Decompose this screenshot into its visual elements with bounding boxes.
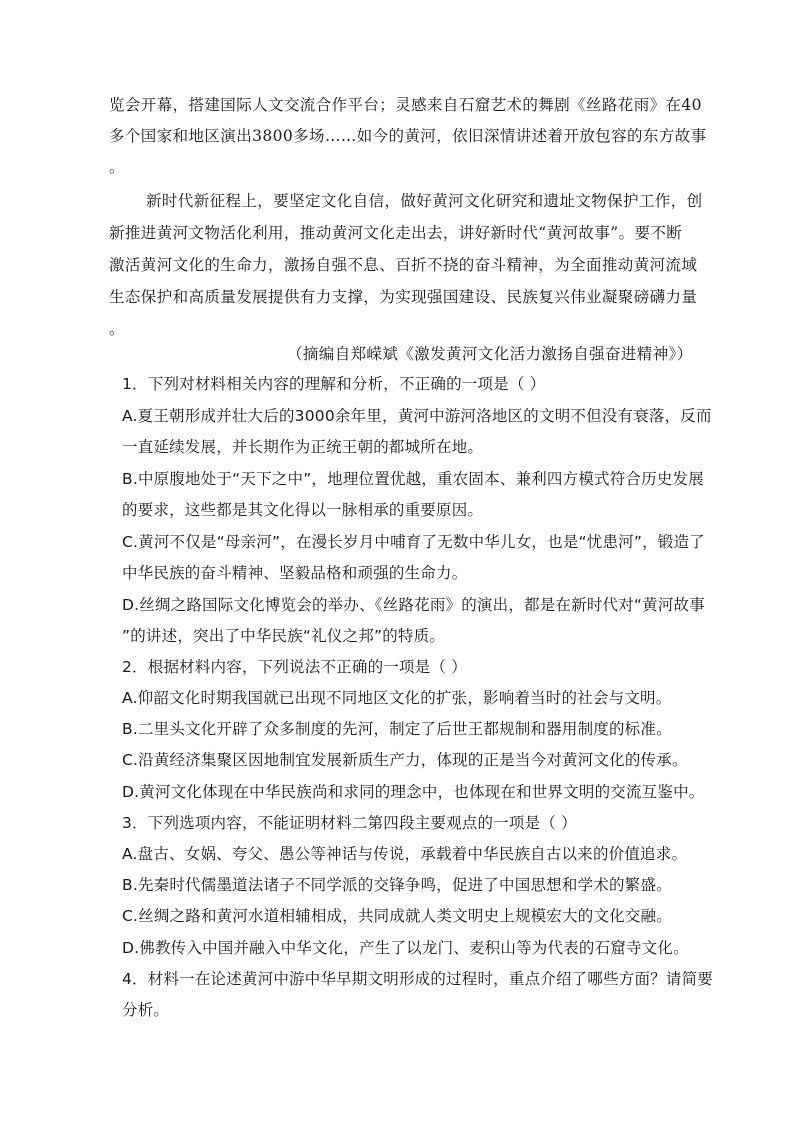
question-2-option-d: D.黄河文化体现在中华民族尚和求同的理念中，也体现在和世界文明的交流互鉴中。 xyxy=(122,783,705,801)
question-3-option-a: A.盘古、女娲、夸父、愚公等神话与传说，承载着中华民族自古以来的价值追求。 xyxy=(122,845,688,863)
passage-line: 多个国家和地区演出3800多场……如今的黄河，依旧深情讲述着开放包容的东方故事 xyxy=(109,127,707,145)
passage-line: 览会开幕，搭建国际人文交流合作平台；灵感来自石窟艺术的舞剧《丝路花雨》在40 xyxy=(109,96,702,114)
question-2-option-c: C.沿黄经济集聚区因地制宜发展新质生产力，体现的正是当今对黄河文化的传承。 xyxy=(122,751,688,769)
question-2-option-a: A.仰韶文化时期我国就已出现不同地区文化的扩张，影响着当时的社会与文明。 xyxy=(122,689,672,707)
question-1-option-d-cont: ”的讲述，突出了中华民族“礼仪之邦”的特质。 xyxy=(122,627,445,645)
question-4-stem-cont: 分析。 xyxy=(122,1001,170,1019)
passage-line: 激活黄河文化的生命力，激扬自强不息、百折不挠的奋斗精神，为全面推动黄河流域 xyxy=(109,256,698,274)
question-4-stem: 4．材料一在论述黄河中游中华早期文明形成的过程时，重点介绍了哪些方面？请简要 xyxy=(122,970,713,988)
question-1-option-b-cont: 的要求，这些都是其文化得以一脉相承的重要原因。 xyxy=(122,501,484,519)
passage-source: （摘编自郑嵘斌《激发黄河文化活力激扬自强奋进精神》） xyxy=(287,345,693,363)
question-2-stem: 2．根据材料内容，下列说法不正确的一项是（ ） xyxy=(122,658,467,676)
question-1-option-c-cont: 中华民族的奋斗精神、坚毅品格和顽强的生命力。 xyxy=(122,564,468,582)
question-3-option-d: D.佛教传入中国并融入中华文化，产生了以龙门、麦积山等为代表的石窟寺文化。 xyxy=(122,939,689,957)
question-1-option-b: B.中原腹地处于“天下之中”，地理位置优越，重农固本、兼利四方模式符合历史发展 xyxy=(122,470,704,488)
passage-line: 新时代新征程上，要坚定文化自信，做好黄河文化研究和遗址文物保护工作，创 xyxy=(146,192,703,210)
question-3-option-b: B.先秦时代儒墨道法诸子不同学派的交锋争鸣，促进了中国思想和学术的繁盛。 xyxy=(122,876,672,894)
question-1-option-a: A.夏王朝形成并壮大后的3000余年里，黄河中游河洛地区的文明不但没有衰落，反而 xyxy=(122,407,712,425)
question-3-option-c: C.丝绸之路和黄河水道相辅相成，共同成就人类文明史上规模宏大的文化交融。 xyxy=(122,907,672,925)
passage-line: 。 xyxy=(109,320,125,338)
passage-line: 。 xyxy=(109,158,125,176)
question-1-option-d: D.丝绸之路国际文化博览会的举办、《丝路花雨》的演出，都是在新时代对“黄河故事 xyxy=(122,596,705,614)
question-1-option-c: C.黄河不仅是“母亲河”，在漫长岁月中哺育了无数中华儿女，也是“忧患河”，锻造了 xyxy=(122,533,705,551)
question-2-option-b: B.二里头文化开辟了众多制度的先河，制定了后世王都规制和器用制度的标准。 xyxy=(122,720,672,738)
passage-line: 生态保护和高质量发展提供有力支撑，为实现强国建设、民族复兴伟业凝聚磅礴力量 xyxy=(109,288,698,306)
question-3-stem: 3．下列选项内容，不能证明材料二第四段主要观点的一项是（ ） xyxy=(122,814,577,832)
question-1-option-a-cont: 一直延续发展，并长期作为正统王朝的都城所在地。 xyxy=(122,438,484,456)
question-1-stem: 1．下列对材料相关内容的理解和分析，不正确的一项是（ ） xyxy=(122,375,546,393)
passage-line: 新推进黄河文物活化利用，推动黄河文化走出去，讲好新时代“黄河故事”。要不断 xyxy=(109,224,683,242)
